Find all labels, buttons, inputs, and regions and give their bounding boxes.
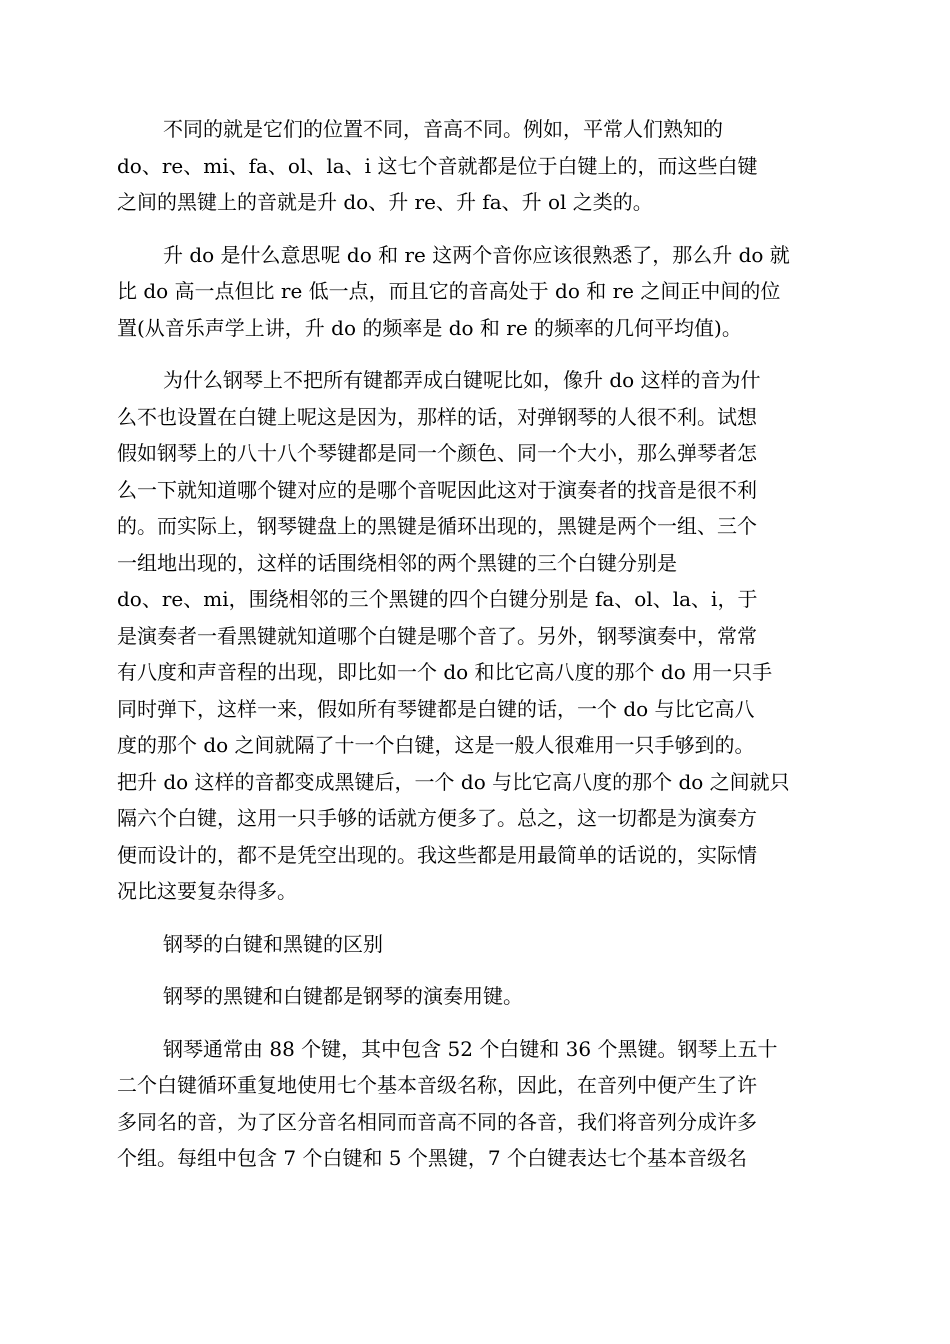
text-line: do、re、mi、fa、ol、la、i 这七个音就都是位于白键上的，而这些白键: [117, 153, 758, 178]
text-line: 度的那个 do 之间就隔了十一个白键，这是一般人很难用一只手够到的。: [117, 733, 755, 757]
text-line: 不同的就是它们的位置不同，音高不同。例如，平常人们熟知的: [163, 117, 723, 141]
text-line: 么不也设置在白键上呢这是因为，那样的话，对弹钢琴的人很不利。试想: [117, 404, 757, 429]
text-line: 假如钢琴上的八十八个琴键都是同一个颜色、同一个大小，那么弹琴者怎: [117, 441, 757, 465]
text-line: 为什么钢琴上不把所有键都弄成白键呢比如，像升 do 这样的音为什: [163, 368, 761, 392]
text-line: 二个白键循环重复地使用七个基本音级名称，因此，在音列中便产生了许: [117, 1073, 757, 1097]
text-line: 升 do 是什么意思呢 do 和 re 这两个音你应该很熟悉了，那么升 do 就: [163, 242, 790, 267]
text-line: 况比这要复杂得多。: [117, 879, 297, 903]
paragraph-5: [117, 1031, 837, 1177]
text-line: 一组地出现的，这样的话围绕相邻的两个黑键的三个白键分别是: [117, 550, 677, 575]
text-line: 钢琴通常由 88 个键，其中包含 52 个白键和 36 个黑键。钢琴上五十: [163, 1036, 778, 1061]
text-line: 之间的黑键上的音就是升 do、升 re、升 fa、升 ol 之类的。: [117, 190, 653, 214]
paragraph-2: [117, 237, 837, 347]
text-line: 比 do 高一点但比 re 低一点，而且它的音高处于 do 和 re 之间正中间的位: [117, 279, 781, 303]
text-line: 么一下就知道哪个键对应的是哪个音呢因此这对于演奏者的找音是很不利: [117, 477, 757, 502]
text-line: 的。而实际上，钢琴键盘上的黑键是循环出现的，黑键是两个一组、三个: [117, 514, 757, 538]
section-heading: 钢琴的白键和黑键的区别: [163, 931, 383, 956]
document-page: [117, 111, 837, 1193]
text-line: do、re、mi，围绕相邻的三个黑键的四个白键分别是 fa、ol、la、i，于: [117, 587, 758, 611]
text-line: 个组。每组中包含 7 个白键和 5 个黑键，7 个白键表达七个基本音级名: [117, 1146, 747, 1170]
paragraph-4: [117, 978, 837, 1015]
text-line: 钢琴的黑键和白键都是钢琴的演奏用键。: [163, 984, 523, 1008]
paragraph-1: [117, 111, 837, 221]
text-line: 是演奏者一看黑键就知道哪个白键是哪个音了。另外，钢琴演奏中，常常: [117, 623, 757, 648]
text-line: 便而设计的，都不是凭空出现的。我这些都是用最简单的话说的，实际情: [117, 842, 757, 867]
text-line: 把升 do 这样的音都变成黑键后，一个 do 与比它高八度的那个 do 之间就只: [117, 769, 790, 794]
text-line: 多同名的音，为了区分音名相同而音高不同的各音，我们将音列分成许多: [117, 1109, 757, 1134]
text-line: 隔六个白键，这用一只手够的话就方便多了。总之，这一切都是为演奏方: [117, 806, 757, 830]
text-line: 有八度和声音程的出现，即比如一个 do 和比它高八度的那个 do 用一只手: [117, 660, 773, 684]
text-line: 同时弹下，这样一来，假如所有琴键都是白键的话，一个 do 与比它高八: [117, 696, 755, 721]
text-line: 置(从音乐声学上讲，升 do 的频率是 do 和 re 的频率的几何平均值)。: [117, 315, 742, 340]
paragraph-3: [117, 362, 837, 910]
